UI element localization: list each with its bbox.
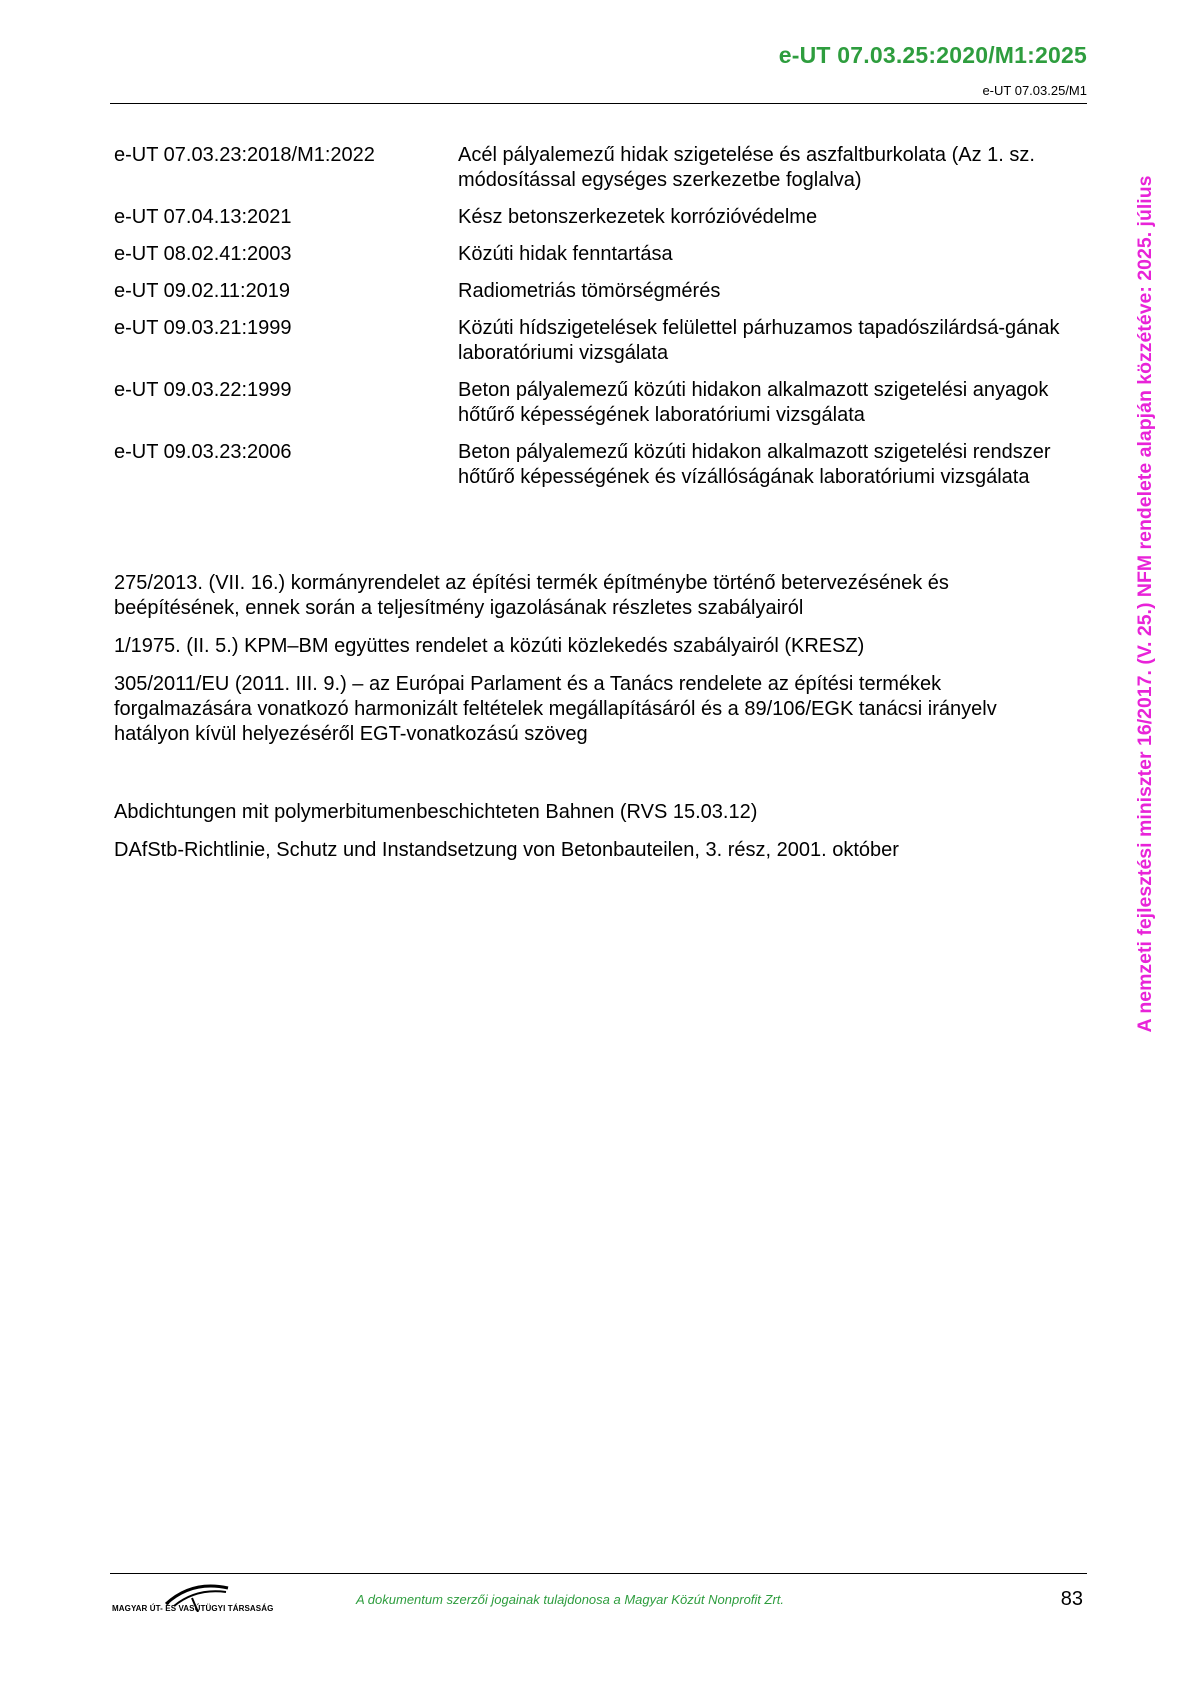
legal-reference: 1/1975. (II. 5.) KPM–BM együttes rendelet a közúti közlekedés szabályairól (KRESZ) <box>114 635 865 657</box>
reference-code: e-UT 09.03.22:1999 <box>114 379 292 401</box>
reference-row <box>114 205 1084 230</box>
publication-side-note-text: A nemzeti fejlesztési miniszter 16/2017. (V. 25.) NFM rendelete alapján közzétéve: 2025. július <box>1134 175 1156 1033</box>
reference-title: Közúti hidak fenntartása <box>458 243 673 265</box>
reference-code: e-UT 07.04.13:2021 <box>114 206 292 228</box>
legal-reference: 305/2011/EU (2011. III. 9.) – az Európai Parlament és a Tanács rendelete az építési termékek forgalmazására vonatkozó harmonizált feltételek megállapításáról és a 89/106/EGK tanácsi irányelv hatályon kívül helyezéséről EGT-vonatkozású szöveg <box>114 673 997 745</box>
reference-row <box>114 143 1084 193</box>
reference-title: Közúti hídszigetelések felülettel párhuzamos tapadószilárdsá-gának laboratóriumi vizsgálata <box>458 317 1060 364</box>
reference-row <box>114 279 1084 304</box>
legal-references <box>114 571 1064 760</box>
reference-code: e-UT 08.02.41:2003 <box>114 243 292 265</box>
footer-divider <box>110 1573 1087 1574</box>
reference-list <box>114 143 1084 502</box>
reference-title: Acél pályalemezű hidak szigetelése és aszfaltburkolata (Az 1. sz. módosítással egységes szerkezetbe foglalva) <box>458 144 1035 191</box>
publication-side-note <box>1130 160 1160 1048</box>
reference-title: Radiometriás tömörségmérés <box>458 280 721 302</box>
reference-row <box>114 378 1084 428</box>
reference-title: Beton pályalemezű közúti hidakon alkalmazott szigetelési anyagok hőtűrő képességének laboratóriumi vizsgálata <box>458 379 1049 426</box>
foreign-reference: DAfStb-Richtlinie, Schutz und Instandsetzung von Betonbauteilen, 3. rész, 2001. október <box>114 839 899 861</box>
header-divider <box>110 103 1087 104</box>
legal-reference: 275/2013. (VII. 16.) kormányrendelet az építési termék építménybe történő betervezésének és beépítésének, ennek során a teljesítmény igazolásának részletes szabályairól <box>114 572 949 619</box>
reference-row <box>114 242 1084 267</box>
reference-code: e-UT 09.02.11:2019 <box>114 280 291 302</box>
copyright-notice: A dokumentum szerzői jogainak tulajdonosa a Magyar Közút Nonprofit Zrt. <box>356 1592 785 1607</box>
page-number: 83 <box>1060 1588 1083 1610</box>
society-logo-text: MAGYAR ÚT- ÉS VASÚTÜGYI TÁRSASÁG <box>112 1604 274 1613</box>
document-code-subtitle: e-UT 07.03.25/M1 <box>982 83 1087 98</box>
foreign-reference: Abdichtungen mit polymerbitumenbeschichteten Bahnen (RVS 15.03.12) <box>114 801 758 823</box>
reference-code: e-UT 07.03.23:2018/M1:2022 <box>114 144 375 166</box>
reference-title: Kész betonszerkezetek korrózióvédelme <box>458 206 818 228</box>
foreign-references <box>114 800 1064 876</box>
reference-title: Beton pályalemezű közúti hidakon alkalmazott szigetelési rendszer hőtűrő képességének és vízállóságának laboratóriumi vizsgálata <box>458 441 1051 488</box>
society-logo <box>112 1578 274 1620</box>
reference-row <box>114 316 1084 366</box>
reference-code: e-UT 09.03.23:2006 <box>114 441 292 463</box>
reference-code: e-UT 09.03.21:1999 <box>114 317 292 339</box>
document-code-title: e-UT 07.03.25:2020/M1:2025 <box>778 42 1087 68</box>
reference-row <box>114 440 1084 490</box>
